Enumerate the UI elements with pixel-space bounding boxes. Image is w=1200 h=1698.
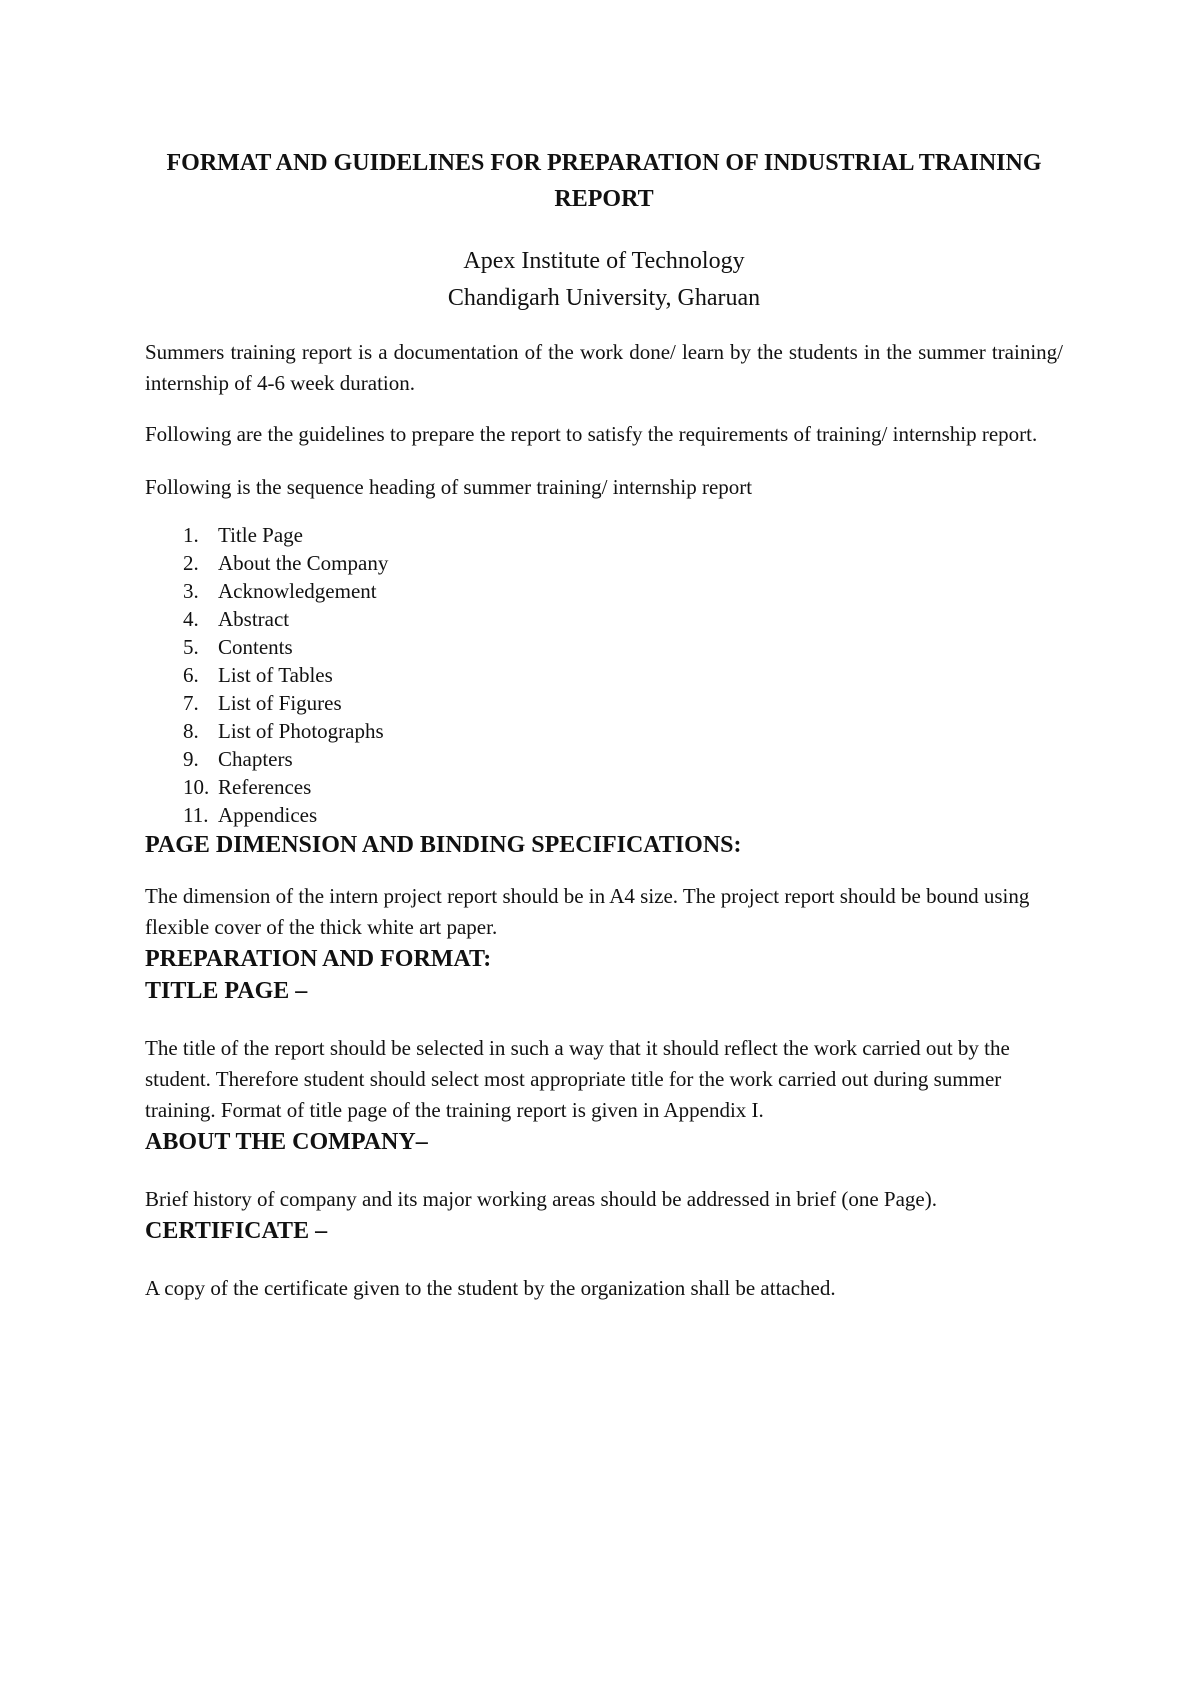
list-item-label: List of Photographs xyxy=(218,719,384,743)
list-item-number: 11. xyxy=(183,803,209,827)
document-title: FORMAT AND GUIDELINES FOR PREPARATION OF INDUSTRIAL TRAINING REPORT xyxy=(166,150,1042,212)
title-page-paragraph: The title of the report should be selected in such a way that it should reflect the work carried out by the student. Therefore student should select most appropriate title for the work carried out during summer training. Format of title page of the training report is given in Appendix I. xyxy=(145,1036,1010,1122)
list-item-label: List of Figures xyxy=(218,691,342,715)
list-item-number: 4. xyxy=(183,607,199,631)
certificate-paragraph: A copy of the certificate given to the student by the organization shall be attached. xyxy=(145,1276,836,1300)
list-item-number: 9. xyxy=(183,747,199,771)
guidelines-paragraph: Following are the guidelines to prepare the report to satisfy the requirements of training/ internship report. xyxy=(145,422,1038,446)
title-page-heading: TITLE PAGE – xyxy=(145,978,308,1004)
list-item-label: Contents xyxy=(218,635,293,659)
list-item-label: Abstract xyxy=(218,607,290,631)
list-item xyxy=(145,521,1063,549)
list-item xyxy=(145,801,1063,829)
certificate-heading: CERTIFICATE – xyxy=(145,1218,328,1244)
intro-paragraph: Summers training report is a documentation of the work done/ learn by the students in the summer training/ internship of 4-6 week duration. xyxy=(145,340,1063,395)
list-item xyxy=(145,689,1063,717)
list-item-label: Acknowledgement xyxy=(218,579,377,603)
dimension-heading: PAGE DIMENSION AND BINDING SPECIFICATIONS: xyxy=(145,832,742,858)
list-item-number: 10. xyxy=(183,775,210,799)
list-item-label: Title Page xyxy=(218,523,303,547)
institute-name: Apex Institute of Technology xyxy=(463,248,745,274)
sequence-intro: Following is the sequence heading of summer training/ internship report xyxy=(145,475,753,499)
list-item-label: Chapters xyxy=(218,747,293,771)
list-item-label: List of Tables xyxy=(218,663,333,687)
list-item-number: 6. xyxy=(183,663,199,687)
dimension-paragraph: The dimension of the intern project report should be in A4 size. The project report should be bound using flexible cover of the thick white art paper. xyxy=(145,884,1030,939)
list-item-number: 5. xyxy=(183,635,199,659)
list-item xyxy=(145,577,1063,605)
document-content xyxy=(145,145,1063,1304)
list-item xyxy=(145,661,1063,689)
list-item-label: About the Company xyxy=(218,551,389,575)
list-item-number: 8. xyxy=(183,719,199,743)
list-item-number: 2. xyxy=(183,551,199,575)
company-heading: ABOUT THE COMPANY– xyxy=(145,1129,428,1155)
list-item xyxy=(145,605,1063,633)
list-item-label: Appendices xyxy=(218,803,318,827)
list-item xyxy=(145,773,1063,801)
list-item-number: 3. xyxy=(183,579,199,603)
preparation-heading: PREPARATION AND FORMAT: xyxy=(145,946,492,972)
company-paragraph: Brief history of company and its major working areas should be addressed in brief (one Page). xyxy=(145,1187,937,1211)
sequence-list xyxy=(145,521,1063,829)
list-item-number: 7. xyxy=(183,691,199,715)
list-item xyxy=(145,633,1063,661)
list-item xyxy=(145,549,1063,577)
list-item xyxy=(145,717,1063,745)
list-item-label: References xyxy=(218,775,312,799)
list-item-number: 1. xyxy=(183,523,199,547)
list-item xyxy=(145,745,1063,773)
university-name: Chandigarh University, Gharuan xyxy=(447,285,761,311)
